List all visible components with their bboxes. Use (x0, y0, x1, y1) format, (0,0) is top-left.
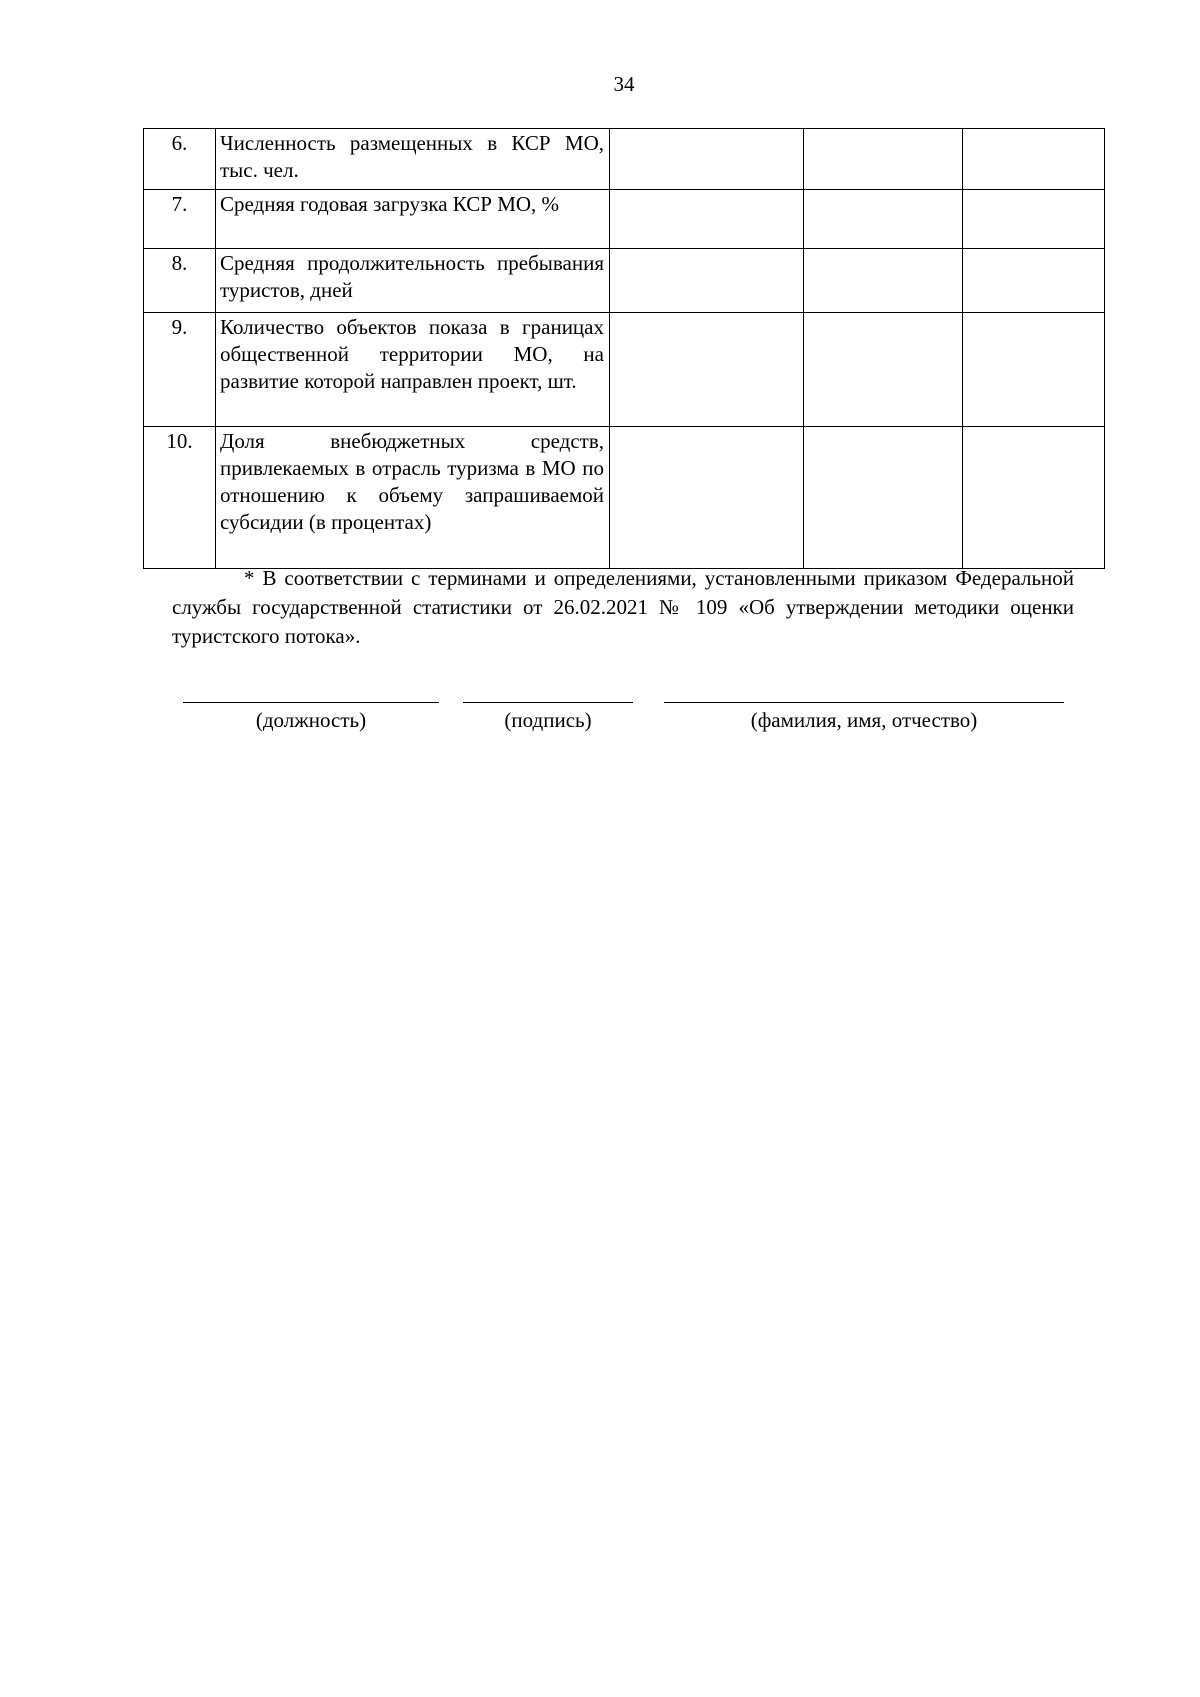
value-cell (963, 190, 1105, 249)
value-cell (804, 129, 963, 190)
full-name-signature-line (664, 702, 1064, 703)
indicator-name: Средняя продолжительность пребывания туристов, дней (216, 249, 610, 313)
signature-line (463, 702, 633, 703)
value-cell (963, 313, 1105, 427)
value-cell (804, 313, 963, 427)
value-cell (963, 249, 1105, 313)
indicator-name: Численность размещенных в КСР МО, тыс. чел. (216, 129, 610, 190)
value-cell (963, 427, 1105, 569)
value-cell (610, 129, 804, 190)
indicator-name: Количество объектов показа в границах общественной территории МО, на развитие которой направлен проект, шт. (216, 313, 610, 427)
table-row (144, 313, 1105, 427)
position-label: (должность) (255, 708, 367, 732)
value-cell (610, 190, 804, 249)
full-name-label: (фамилия, имя, отчество) (750, 708, 978, 732)
row-number: 7. (144, 190, 216, 249)
value-cell (610, 313, 804, 427)
value-cell (804, 190, 963, 249)
value-cell (610, 249, 804, 313)
table-row (144, 249, 1105, 313)
footnote: * В соответствии с терминами и определениями, установленными приказом Федеральной службы государственной статистики от 26.02.2021 № 109 «Об утверждении методики оценки туристского потока». (172, 566, 1074, 648)
value-cell (963, 129, 1105, 190)
row-number: 6. (144, 129, 216, 190)
table-row (144, 190, 1105, 249)
indicators-table (143, 128, 1105, 569)
table-row (144, 129, 1105, 190)
position-signature-line (183, 702, 439, 703)
row-number: 9. (144, 313, 216, 427)
row-number: 8. (144, 249, 216, 313)
indicator-name: Средняя годовая загрузка КСР МО, % (216, 190, 610, 249)
signature-label: (подпись) (504, 708, 592, 732)
page-number: 34 (613, 72, 635, 96)
indicator-name: Доля внебюджетных средств, привлекаемых в отрасль туризма в МО по отношению к объему запрашиваемой субсидии (в процентах) (216, 427, 610, 569)
value-cell (804, 249, 963, 313)
row-number: 10. (144, 427, 216, 569)
table-row (144, 427, 1105, 569)
value-cell (804, 427, 963, 569)
value-cell (610, 427, 804, 569)
